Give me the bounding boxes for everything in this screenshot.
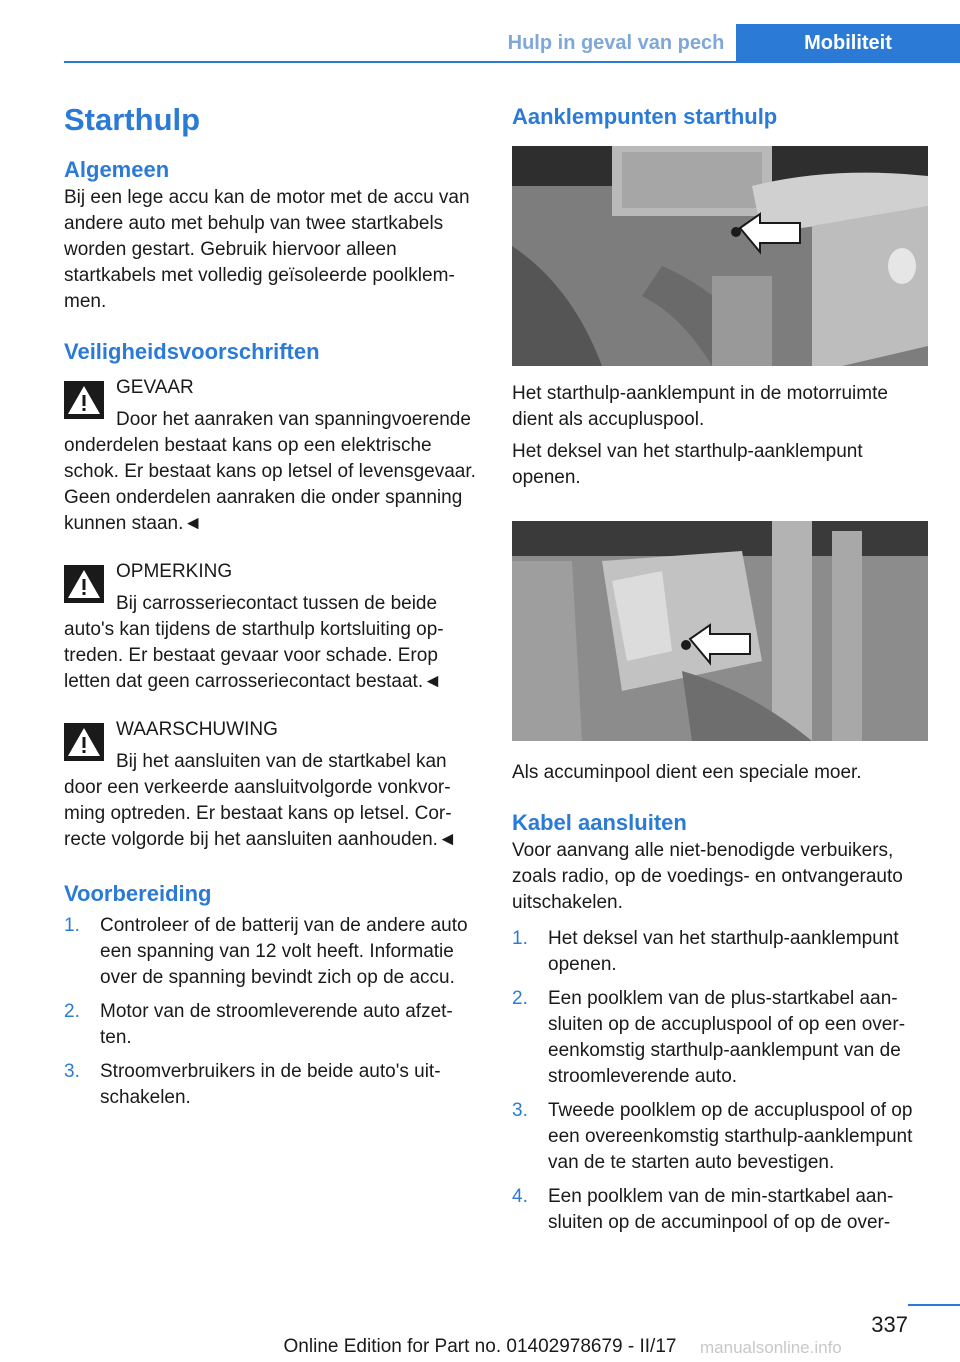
warning-triangle-icon — [64, 565, 104, 603]
watermark: manualsonline.info — [700, 1338, 842, 1357]
list-item — [512, 926, 928, 978]
connect-intro: Voor aanvang alle niet-benodigde verbuikers, zoals radio, op de voedings- en ontvangerauto uitschakelen. — [512, 840, 903, 913]
warning-block-notice — [64, 559, 476, 695]
list-item — [64, 999, 476, 1051]
section-heading-general: Algemeen — [64, 157, 170, 182]
warning-text: Bij het aansluiten van de startkabel kan door een verkeerde aansluitvolgorde vonkvorming optreden. Er bestaat kans op letsel. Correcte volgorde bij het aansluiten aanhouden.◄ — [64, 751, 457, 850]
warning-text: Bij carrosseriecontact tussen de beide auto's kan tijdens de starthulp kortsluiting optreden. Er bestaat gevaar voor schade. Erop letten dat geen carrosseriecontact bestaat.◄ — [64, 593, 444, 692]
warning-block-warning — [64, 717, 476, 853]
section-heading-safety: Veiligheidsvoorschriften — [64, 339, 320, 364]
page-title: Starthulp — [64, 102, 201, 137]
page-number: 337 — [871, 1312, 908, 1337]
step-number: 2. — [64, 1001, 80, 1022]
list-item — [512, 986, 928, 1090]
section-heading-clamp-points: Aanklempunten starthulp — [512, 104, 778, 129]
step-number: 1. — [64, 915, 80, 936]
preparation-steps — [64, 913, 476, 1111]
step-text: Controleer of de batterij van de andere auto een spanning van 12 volt heeft. Informatie over de spanning bevindt zich op de accu. — [100, 915, 468, 988]
warning-title: WAARSCHUWING — [116, 719, 278, 740]
connect-steps — [512, 926, 928, 1236]
warning-block-danger — [64, 375, 476, 537]
right-column — [512, 100, 928, 1244]
photo1-caption-2: Het deksel van het starthulp-aanklempunt openen. — [512, 441, 863, 488]
footer-rule — [908, 1304, 960, 1306]
engine-bay-photo-negative-terminal — [512, 521, 928, 741]
photo2-caption: Als accuminpool dient een speciale moer. — [512, 762, 862, 783]
step-text: Tweede poolklem op de accupluspool of op een overeenkomstig starthulp-aanklempunt van de te starten auto bevestigen. — [548, 1100, 913, 1173]
warning-title: GEVAAR — [116, 377, 194, 398]
engine-bay-photo-positive-terminal — [512, 146, 928, 366]
step-text: Een poolklem van de min-startkabel aansluiten op de accuminpool of op de over- — [548, 1186, 894, 1233]
header-chapter-tab: Mobiliteit — [736, 24, 960, 62]
step-number: 1. — [512, 928, 528, 949]
step-number: 4. — [512, 1186, 528, 1207]
step-text: Stroomverbruikers in de beide auto's uitschakelen. — [100, 1061, 441, 1108]
section-heading-preparation: Voorbereiding — [64, 881, 212, 906]
photo1-caption: Het starthulp-aanklempunt in de motorruimte dient als accupluspool. — [512, 383, 888, 430]
list-item — [64, 913, 476, 991]
list-item — [512, 1098, 928, 1176]
warning-triangle-icon — [64, 723, 104, 761]
step-number: 2. — [512, 988, 528, 1009]
left-column — [64, 100, 476, 1119]
warning-title: OPMERKING — [116, 561, 233, 582]
warning-triangle-icon — [64, 381, 104, 419]
general-paragraph: Bij een lege accu kan de motor met de accu van andere auto met behulp van twee startkabels worden gestart. Gebruik hiervoor alleen startkabels met volledig geïsoleerde poolklemmen. — [64, 187, 470, 312]
header-section-label: Hulp in geval van pech — [507, 32, 725, 54]
section-heading-connect: Kabel aansluiten — [512, 810, 687, 835]
step-number: 3. — [512, 1100, 528, 1121]
step-text: Een poolklem van de plus-startkabel aansluiten op de accupluspool of op een overeenkomstig starthulp-aanklempunt van de stroomleverende auto. — [548, 988, 906, 1087]
step-text: Motor van de stroomleverende auto afzetten. — [100, 1001, 453, 1048]
list-item — [64, 1059, 476, 1111]
footer-edition: Online Edition for Part no. 01402978679 - II/17 — [283, 1336, 677, 1357]
warning-text: Door het aanraken van spanningvoerende onderdelen bestaat kans op een elektrische schok. Er bestaat kans op letsel of levensgevaar. Geen onderdelen aanraken die onder spanning kunnen staan.◄ — [64, 409, 476, 534]
header-rule — [64, 61, 960, 63]
step-text: Het deksel van het starthulp-aanklempunt openen. — [548, 928, 899, 975]
list-item — [512, 1184, 928, 1236]
step-number: 3. — [64, 1061, 80, 1082]
